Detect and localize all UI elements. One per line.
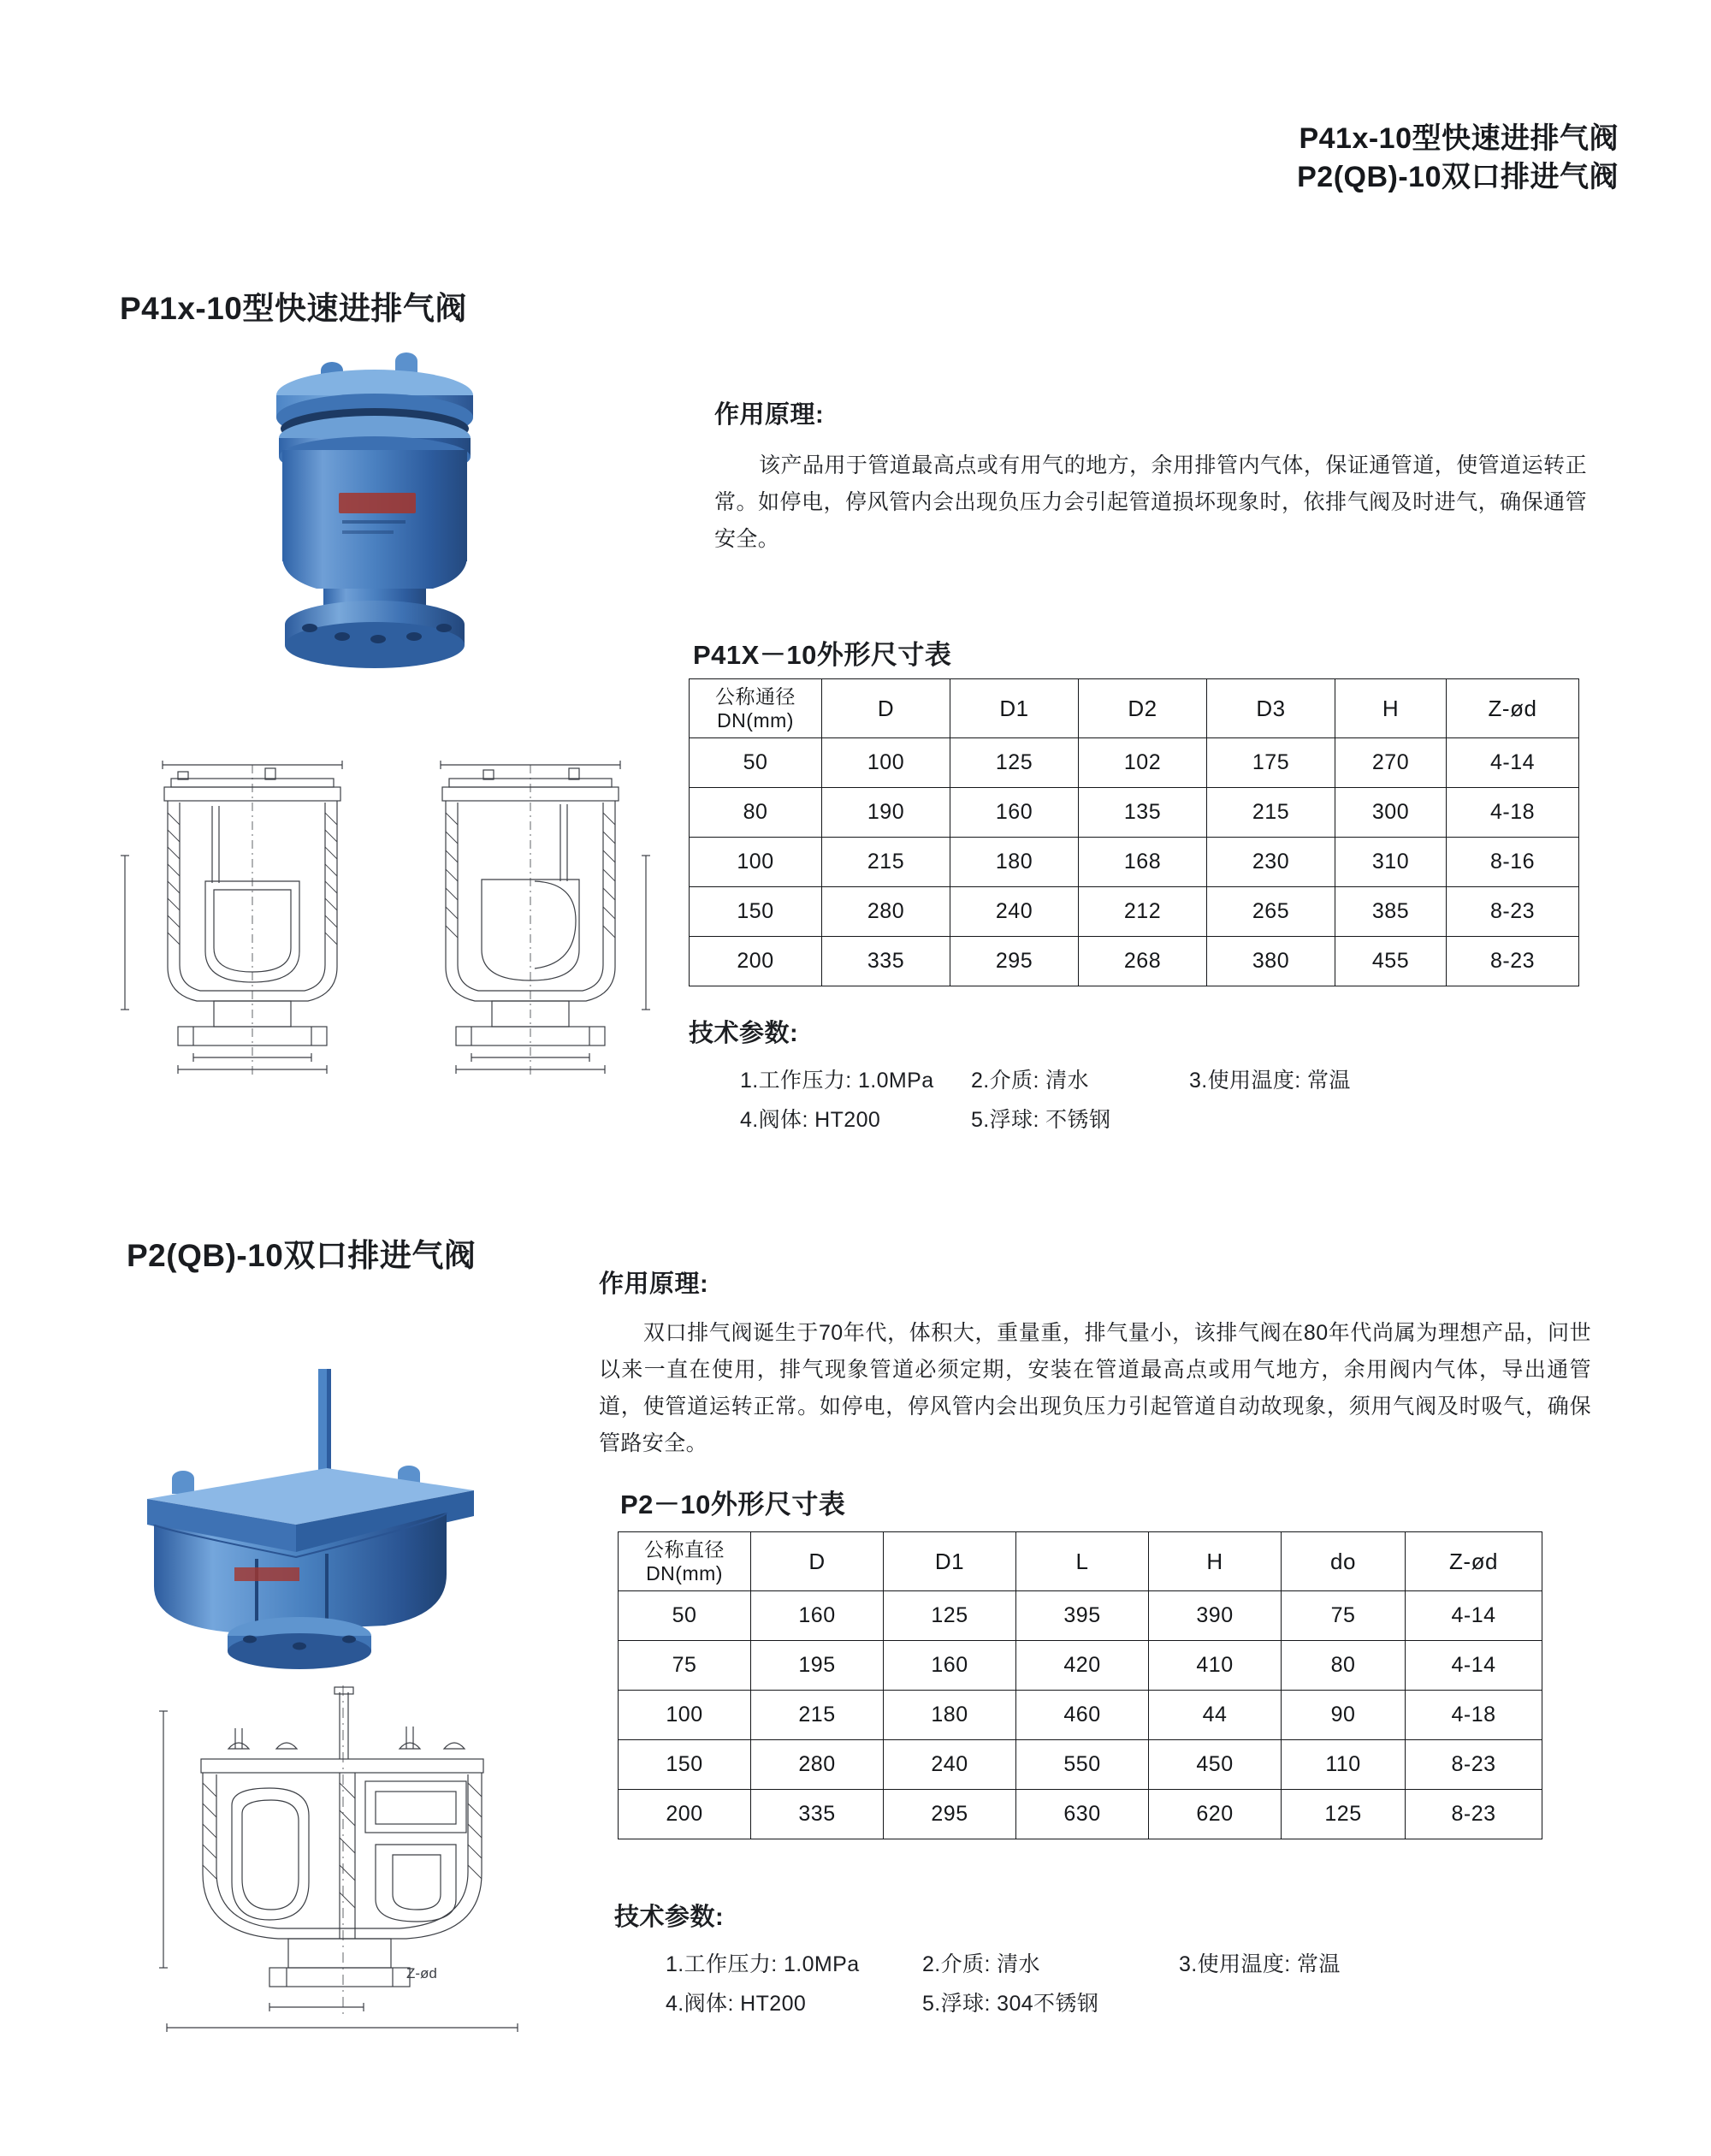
table-cell: 160 bbox=[884, 1641, 1016, 1691]
table-cell: 455 bbox=[1335, 937, 1447, 986]
table-cell: 75 bbox=[1282, 1591, 1406, 1641]
table-header-cell: D2 bbox=[1079, 679, 1207, 738]
table-cell: 4-14 bbox=[1406, 1591, 1542, 1641]
table-header-row bbox=[690, 679, 1579, 738]
table-cell: 395 bbox=[1016, 1591, 1149, 1641]
table-cell: 200 bbox=[619, 1790, 751, 1839]
table-header-cell: D3 bbox=[1207, 679, 1335, 738]
table-row bbox=[619, 1740, 1542, 1790]
drawing-note: Z-ød bbox=[406, 1965, 437, 1981]
table-header-cell: D1 bbox=[884, 1532, 1016, 1591]
tech-cell: 1.工作压力: 1.0MPa bbox=[740, 1069, 934, 1093]
table-cell: 90 bbox=[1282, 1691, 1406, 1740]
table-row bbox=[619, 1790, 1542, 1839]
table-2-caption: P2－10外形尺寸表 bbox=[620, 1490, 846, 1519]
table-cell: 160 bbox=[751, 1591, 884, 1641]
tech-cell: 4.阀体: HT200 bbox=[740, 1108, 881, 1133]
tech-cell: 5.浮球: 不锈钢 bbox=[971, 1108, 1111, 1133]
tech-row bbox=[614, 1945, 1436, 1984]
table-cell: 4-18 bbox=[1447, 788, 1579, 838]
table-cell: 180 bbox=[884, 1691, 1016, 1740]
section-2-tech-params bbox=[614, 1898, 1436, 2024]
table-cell: 280 bbox=[751, 1740, 884, 1790]
table-cell: 385 bbox=[1335, 887, 1447, 937]
table-cell: 215 bbox=[1207, 788, 1335, 838]
table-header-cell: L bbox=[1016, 1532, 1149, 1591]
table-cell: 295 bbox=[884, 1790, 1016, 1839]
tech-cell bbox=[1179, 1984, 1436, 2023]
table-cell: 620 bbox=[1149, 1790, 1282, 1839]
p2-dimension-table bbox=[618, 1531, 1542, 1839]
table-cell: 380 bbox=[1207, 937, 1335, 986]
table-cell: 135 bbox=[1079, 788, 1207, 838]
principle-title-1: 作用原理: bbox=[714, 401, 825, 429]
table-cell: 44 bbox=[1149, 1691, 1282, 1740]
table-cell: 240 bbox=[884, 1740, 1016, 1790]
section-2-title: P2(QB)-10双口排进气阀 bbox=[127, 1238, 477, 1273]
table-cell: 195 bbox=[751, 1641, 884, 1691]
p41x-dimension-table bbox=[689, 678, 1579, 986]
table-cell: 200 bbox=[690, 937, 822, 986]
table-cell: 265 bbox=[1207, 887, 1335, 937]
tech-cell: 2.介质: 清水 bbox=[971, 1069, 1089, 1093]
table-row bbox=[690, 838, 1579, 887]
table-cell: 180 bbox=[950, 838, 1079, 887]
table-row bbox=[690, 887, 1579, 937]
table-cell: 335 bbox=[822, 937, 950, 986]
table-header-cell bbox=[690, 679, 822, 738]
table-cell: 100 bbox=[690, 838, 822, 887]
table-cell: 295 bbox=[950, 937, 1079, 986]
table-cell: 215 bbox=[751, 1691, 884, 1740]
table-cell: 280 bbox=[822, 887, 950, 937]
tech-title-2: 技术参数: bbox=[614, 1904, 725, 1931]
table-cell: 125 bbox=[950, 738, 1079, 788]
table-cell: 215 bbox=[822, 838, 950, 887]
table-cell: 230 bbox=[1207, 838, 1335, 887]
table-row bbox=[690, 937, 1579, 986]
table-header-cell: D bbox=[822, 679, 950, 738]
table-cell: 168 bbox=[1079, 838, 1207, 887]
header-dn-line1: 公称直径 bbox=[644, 1538, 725, 1561]
table-cell: 630 bbox=[1016, 1790, 1149, 1839]
p2-section-drawing bbox=[150, 1677, 569, 2045]
table-cell: 8-23 bbox=[1406, 1790, 1542, 1839]
principle-text-2: 双口排气阀诞生于70年代，体积大，重量重，排气量小，该排气阀在80年代尚属为理想产品，问世以来一直在使用，排气现象管道必须定期，安装在管道最高点或用气地方，余用阀内气体，导出通管道，使管道运转正常。如停电，停风管内会出现负压力引起管道自动故现象，须用气阀及时吸气，确保管路安全。 bbox=[599, 1321, 1591, 1455]
header-dn-line2: DN(mm) bbox=[646, 1562, 723, 1585]
table-cell: 110 bbox=[1282, 1740, 1406, 1790]
table-row bbox=[619, 1591, 1542, 1641]
section-1-tech-params bbox=[689, 1014, 1446, 1140]
table-cell: 190 bbox=[822, 788, 950, 838]
header-dn-line1: 公称通径 bbox=[715, 685, 796, 708]
tech-cell: 2.介质: 清水 bbox=[922, 1952, 1040, 1976]
tech-cell bbox=[1189, 1100, 1446, 1140]
table-cell: 100 bbox=[619, 1691, 751, 1740]
tech-cell: 4.阀体: HT200 bbox=[666, 1992, 807, 2017]
table-cell: 125 bbox=[1282, 1790, 1406, 1839]
table-cell: 410 bbox=[1149, 1641, 1282, 1691]
principle-title-2: 作用原理: bbox=[599, 1270, 709, 1298]
table-header-cell: Z-ød bbox=[1406, 1532, 1542, 1591]
table-cell: 80 bbox=[690, 788, 822, 838]
tech-row bbox=[689, 1061, 1446, 1100]
table-cell: 4-14 bbox=[1406, 1641, 1542, 1691]
table-cell: 160 bbox=[950, 788, 1079, 838]
table-cell: 4-14 bbox=[1447, 738, 1579, 788]
table-cell: 460 bbox=[1016, 1691, 1149, 1740]
table-row bbox=[690, 738, 1579, 788]
header-line-1: P41x-10型快速进排气阀 bbox=[1299, 122, 1619, 155]
table-cell: 8-23 bbox=[1447, 937, 1579, 986]
table-row bbox=[619, 1691, 1542, 1740]
table-cell: 8-23 bbox=[1406, 1740, 1542, 1790]
header-dn-line2: DN(mm) bbox=[717, 709, 794, 732]
table-cell: 390 bbox=[1149, 1591, 1282, 1641]
table-header-cell: D bbox=[751, 1532, 884, 1591]
table-cell: 125 bbox=[884, 1591, 1016, 1641]
table-cell: 100 bbox=[822, 738, 950, 788]
table-header-cell: H bbox=[1335, 679, 1447, 738]
table-header-cell: H bbox=[1149, 1532, 1282, 1591]
table-cell: 335 bbox=[751, 1790, 884, 1839]
header-line-2: P2(QB)-10双口排进气阀 bbox=[1297, 160, 1619, 193]
table-cell: 8-23 bbox=[1447, 887, 1579, 937]
table-1-caption: P41X－10外形尺寸表 bbox=[693, 640, 952, 670]
table-cell: 268 bbox=[1079, 937, 1207, 986]
table-header-cell bbox=[619, 1532, 751, 1591]
table-cell: 240 bbox=[950, 887, 1079, 937]
tech-cell: 3.使用温度: 常温 bbox=[1179, 1952, 1341, 1976]
table-header-cell: do bbox=[1282, 1532, 1406, 1591]
tech-cell: 3.使用温度: 常温 bbox=[1189, 1069, 1351, 1093]
tech-cell: 5.浮球: 304不锈钢 bbox=[922, 1992, 1099, 2017]
tech-cell: 1.工作压力: 1.0MPa bbox=[666, 1952, 860, 1976]
table-cell: 75 bbox=[619, 1641, 751, 1691]
table-header-cell: Z-ød bbox=[1447, 679, 1579, 738]
table-cell: 8-16 bbox=[1447, 838, 1579, 887]
p2-qb-valve-photo bbox=[128, 1369, 530, 1677]
table-header-row bbox=[619, 1532, 1542, 1591]
table-row bbox=[619, 1641, 1542, 1691]
table-cell: 310 bbox=[1335, 838, 1447, 887]
table-cell: 50 bbox=[690, 738, 822, 788]
table-cell: 4-18 bbox=[1406, 1691, 1542, 1740]
table-cell: 550 bbox=[1016, 1740, 1149, 1790]
p41x-valve-photo bbox=[231, 342, 573, 736]
section-1-title: P41x-10型快速进排气阀 bbox=[120, 291, 467, 326]
section-2-principle bbox=[599, 1265, 1591, 1462]
table-cell: 80 bbox=[1282, 1641, 1406, 1691]
table-header-cell: D1 bbox=[950, 679, 1079, 738]
table-cell: 270 bbox=[1335, 738, 1447, 788]
principle-text-1: 该产品用于管道最高点或有用气的地方，余用排管内气体，保证通管道，使管道运转正常。如停电，停风管内会出现负压力会引起管道损坏现象时，依排气阀及时进气，确保通管安全。 bbox=[714, 453, 1587, 551]
tech-title-1: 技术参数: bbox=[689, 1020, 799, 1047]
table-cell: 175 bbox=[1207, 738, 1335, 788]
table-row bbox=[690, 788, 1579, 838]
table-cell: 212 bbox=[1079, 887, 1207, 937]
table-cell: 102 bbox=[1079, 738, 1207, 788]
table-cell: 50 bbox=[619, 1591, 751, 1641]
section-1-principle bbox=[714, 395, 1587, 558]
page-header bbox=[1297, 120, 1619, 197]
tech-row bbox=[689, 1100, 1446, 1140]
table-cell: 150 bbox=[690, 887, 822, 937]
p41x-section-drawing-left bbox=[111, 753, 394, 1078]
table-cell: 450 bbox=[1149, 1740, 1282, 1790]
tech-row bbox=[614, 1984, 1436, 2023]
table-cell: 300 bbox=[1335, 788, 1447, 838]
table-cell: 150 bbox=[619, 1740, 751, 1790]
table-cell: 420 bbox=[1016, 1641, 1149, 1691]
p41x-section-drawing-right bbox=[389, 753, 672, 1078]
